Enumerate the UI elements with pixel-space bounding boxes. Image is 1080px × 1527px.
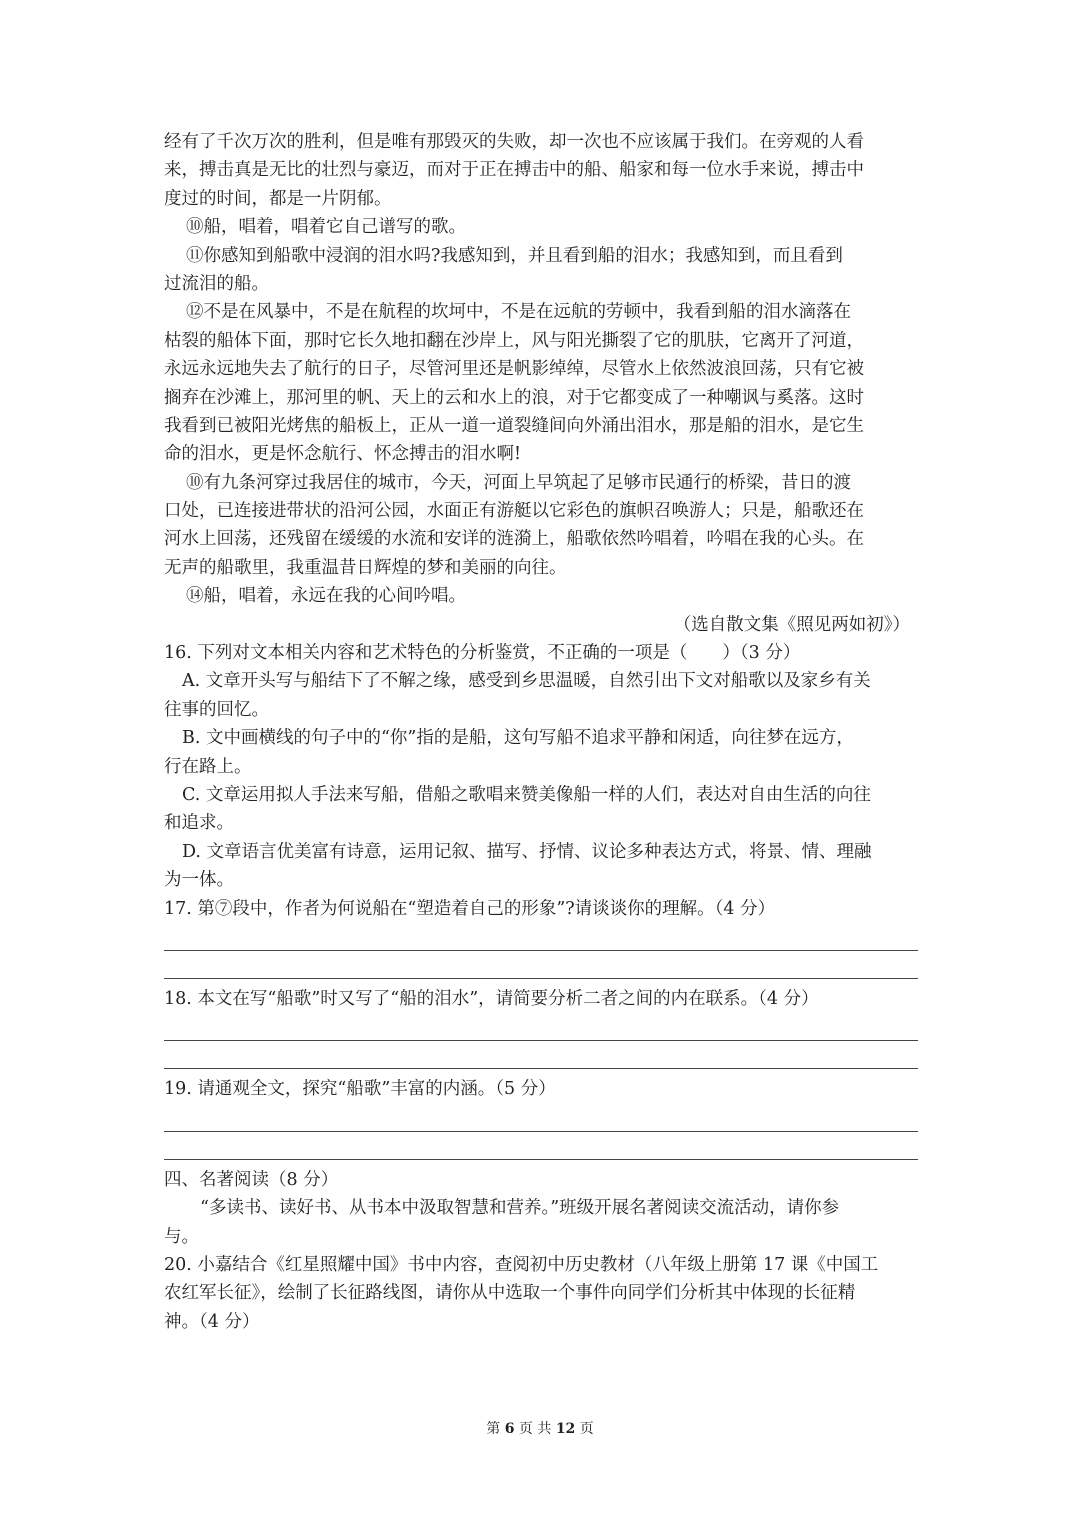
q16-option-line: B. 文中画横线的句子中的“你”指的是船，这句写船不追求平静和闲适，向往梦在远方， [182, 728, 854, 749]
passage-line: ⑪你感知到船歌中浸润的泪水吗?我感知到，并且看到船的泪水；我感知到，而且看到 [186, 245, 843, 266]
footer-mid: 页 共 [514, 1421, 556, 1437]
answer-line[interactable] [164, 923, 918, 951]
q16-options [164, 667, 918, 894]
q20-line: 神。（4 分） [164, 1311, 260, 1332]
footer-pre: 第 [486, 1421, 505, 1437]
page-number: 6 [504, 1421, 515, 1437]
section-4-intro-line: “多读书、读好书、从书本中汲取智慧和营养。”班级开展名著阅读交流活动，请你参 [200, 1198, 840, 1219]
passage-line: ⑩船，唱着，唱着它自己谱写的歌。 [186, 217, 466, 238]
question-16 [164, 639, 918, 667]
question-20 [164, 1251, 918, 1336]
q16-stem-post: 的一项是（ ）（3 分） [599, 643, 801, 664]
passage-line: （选自散文集《照见两如初》） [673, 614, 910, 635]
passage-line: 枯裂的船体下面，那时它长久地扣翻在沙岸上，风与阳光撕裂了它的肌肤，它离开了河道， [164, 330, 864, 351]
q16-option-line: 为一体。 [164, 870, 234, 891]
q16-option-line: D. 文章语言优美富有诗意，运用记叙、描写、抒情、议论多种表达方式，将景、情、理融 [182, 841, 872, 862]
passage-line: 河水上回荡，还残留在缓缓的水流和安详的涟漪上，船歌依然吟唱着，吟唱在我的心头。在 [164, 529, 864, 550]
passage-line: 命的泪水，更是怀念航行、怀念搏击的泪水啊! [164, 444, 522, 465]
question-18: 18. 本文在写“船歌”时又写了“船的泪水”，请简要分析二者之间的内在联系。（4 分） [164, 988, 819, 1009]
passage-line: ⑩有九条河穿过我居住的城市，今天，河面上早筑起了足够市民通行的桥梁，昔日的渡 [186, 472, 851, 493]
passage-line: 我看到已被阳光烤焦的船板上，正从一道一道裂缝间向外涌出泪水，那是船的泪水，是它生 [164, 415, 864, 436]
passage-line: 无声的船歌里，我重温昔日辉煌的梦和美丽的向往。 [164, 557, 567, 578]
question-19: 19. 请通观全文，探究“船歌”丰富的内涵。（5 分） [164, 1079, 556, 1100]
exam-page [164, 128, 918, 1336]
passage-line: ⑭船，唱着，永远在我的心间吟唱。 [186, 586, 466, 607]
answer-line[interactable] [164, 1132, 918, 1160]
q16-option-line: A. 文章开头写与船结下了不解之缘，感受到乡思温暖，自然引出下文对船歌以及家乡有关 [182, 671, 871, 692]
answer-line[interactable] [164, 1013, 918, 1041]
section-4-intro-line: 与。 [164, 1226, 199, 1247]
q16-stem-pre: 16. 下列对文本相关内容和艺术特色的分析鉴赏， [164, 643, 548, 664]
answer-line[interactable] [164, 951, 918, 979]
passage-line: 口处，已连接进带状的沿河公园，水面正有游艇以它彩色的旗帜召唤游人；只是，船歌还在 [164, 501, 864, 522]
q16-emphasis-char: 正 [564, 643, 583, 664]
passage-line: 永远永远地失去了航行的日子，尽管河里还是帆影绰绰，尽管水上依然波浪回荡，只有它被 [164, 359, 864, 380]
page-footer [0, 1418, 1080, 1438]
passage-line: 搁弃在沙滩上，那河里的帆、天上的云和水上的浪，对于它都变成了一种嘲讽与奚落。这时 [164, 387, 864, 408]
q16-option-line: C. 文章运用拟人手法来写船，借船之歌唱来赞美像船一样的人们，表达对自由生活的向往 [182, 784, 871, 805]
answer-line[interactable] [164, 1041, 918, 1069]
q20-line: 农红军长征》，绘制了长征路线图，请你从中选取一个事件向同学们分析其中体现的长征精 [164, 1283, 856, 1304]
section-4-intro [164, 1194, 918, 1251]
q16-emphasis-char: 不 [547, 643, 565, 664]
question-17: 17. 第⑦段中，作者为何说船在“塑造着自己的形象”?请谈谈你的理解。（4 分） [164, 898, 776, 919]
q20-line: 20. 小嘉结合《红星照耀中国》书中内容，查阅初中历史教材（八年级上册第 17 课《中国工 [164, 1254, 879, 1275]
q16-option-line: 往事的回忆。 [164, 699, 269, 720]
passage-line: 过流泪的船。 [164, 273, 269, 294]
q16-option-line: 和追求。 [164, 813, 234, 834]
passage-line: 来，搏击真是无比的壮烈与豪迈，而对于正在搏击中的船、船家和每一位水手来说，搏击中 [164, 160, 864, 181]
answer-line[interactable] [164, 1104, 918, 1132]
section-4-heading: 四、名著阅读（8 分） [164, 1169, 339, 1190]
passage [164, 128, 918, 639]
q16-emphasis-char: 确 [582, 643, 600, 664]
passage-line: 经有了千次万次的胜利，但是唯有那毁灭的失败，却一次也不应该属于我们。在旁观的人看 [164, 132, 864, 152]
passage-line: ⑫不是在风暴中，不是在航程的坎坷中，不是在远航的劳顿中，我看到船的泪水滴落在 [186, 302, 851, 323]
passage-line: 度过的时间，都是一片阴郁。 [164, 188, 392, 209]
page-total: 12 [555, 1421, 576, 1437]
q16-option-line: 行在路上。 [164, 756, 252, 777]
footer-post: 页 [575, 1421, 594, 1437]
